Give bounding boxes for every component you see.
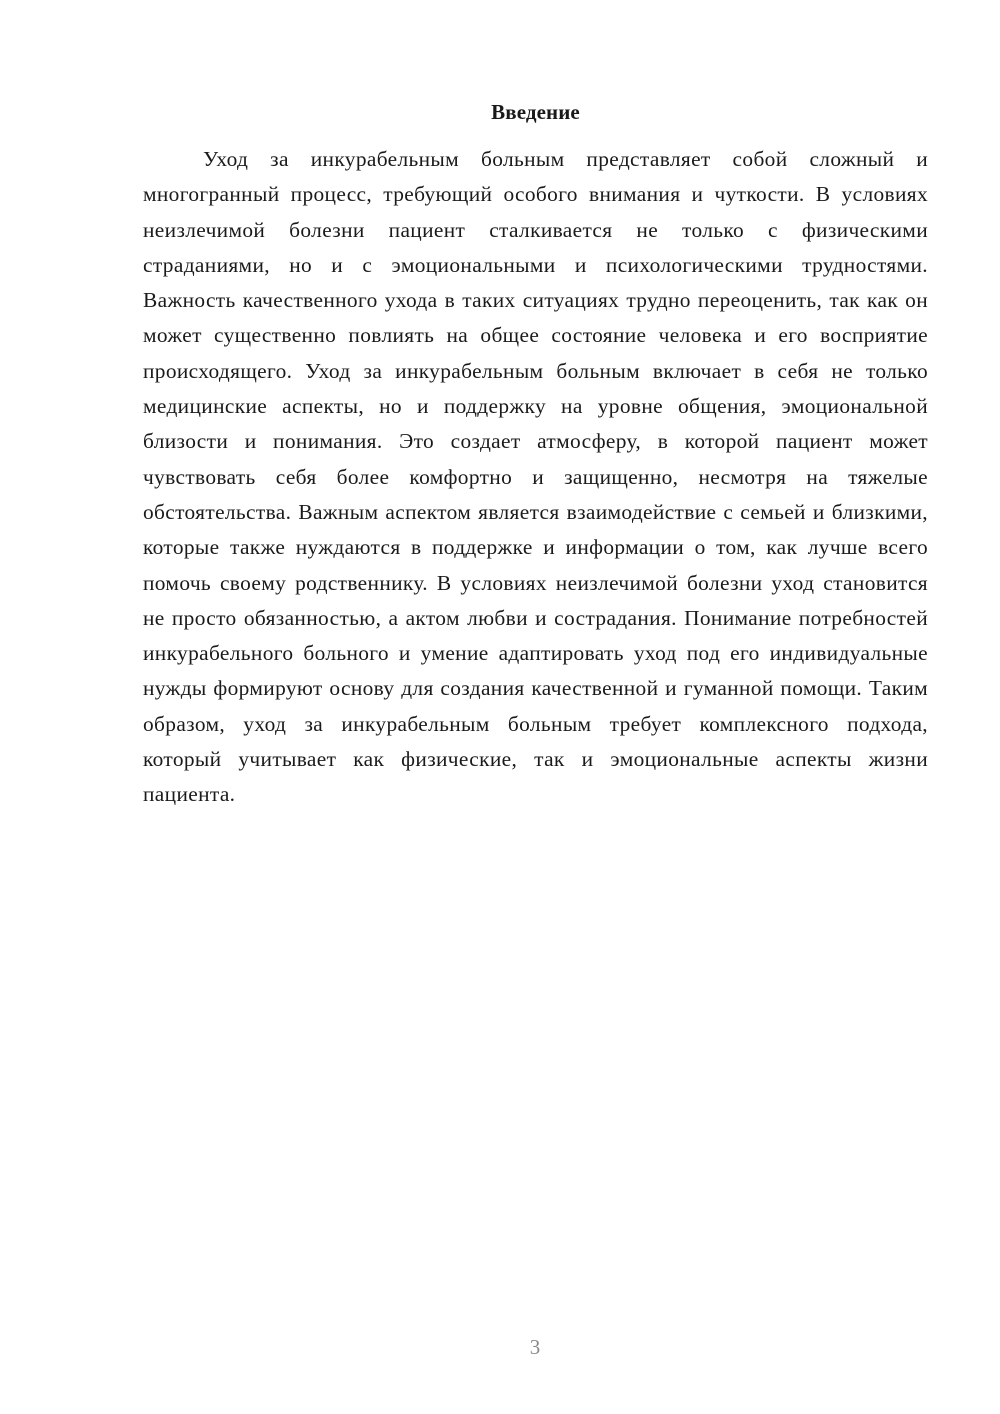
- page-number: 3: [529, 1335, 541, 1359]
- section-heading: Введение: [491, 100, 580, 124]
- body-paragraph: Уход за инкурабельным больным представляет собой сложный и многогранный процесс, требующий особого внимания и чуткости. В условиях неизлечимой болезни пациент сталкивается не только с физическими страданиями, но и с эмоциональными и психологическими трудностями. Важность качественного ухода в таких ситуациях трудно переоценить, так как он может существенно повлиять на общее состояние человека и его восприятие происходящего. Уход за инкурабельным больным включает в себя не только медицинские аспекты, но и поддержку на уровне общения, эмоциональной близости и понимания. Это создает атмосферу, в которой пациент может чувствовать себя более комфортно и защищенно, несмотря на тяжелые обстоятельства. Важным аспектом является взаимодействие с семьей и близкими, которые также нуждаются в поддержке и информации о том, как лучше всего помочь своему родственнику. В условиях неизлечимой болезни уход становится не просто обязанностью, а актом любви и сострадания. Понимание потребностей инкурабельного больного и умение адаптировать уход под его индивидуальные нужды формируют основу для создания качественной и гуманной помощи. Таким образом, уход за инкурабельным больным требует комплексного подхода, который учитывает как физические, так и эмоциональные аспекты жизни пациента.: [143, 147, 928, 807]
